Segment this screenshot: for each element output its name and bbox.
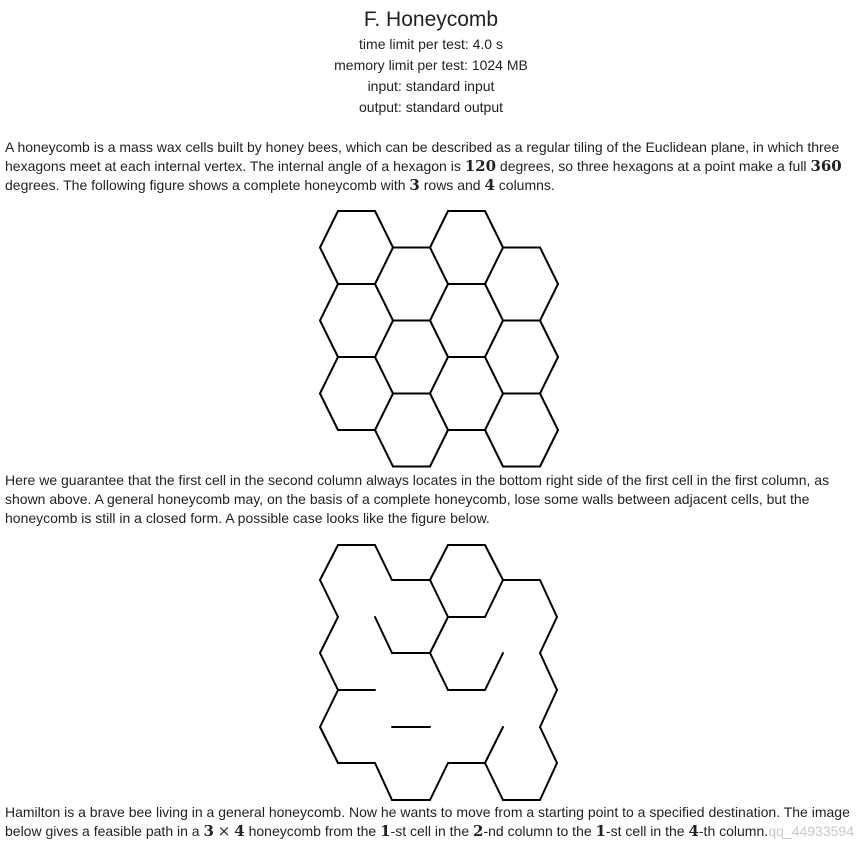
hex-wall — [375, 248, 393, 285]
p1-math-cols: 4 — [484, 176, 495, 194]
general-honeycomb-figure — [0, 538, 862, 804]
p1-text-1: A honeycomb is a mass wax cells built by honey bees, which can be described as a regular tiling of the Euclidean plane, in which three hexagons meet at each internal vertex. The internal angle of a hexagon is — [5, 139, 840, 174]
complete-honeycomb-figure — [0, 205, 862, 471]
problem-limits — [0, 34, 862, 118]
hex-wall — [540, 763, 557, 800]
hex-wall — [375, 357, 393, 394]
hex-wall — [430, 248, 448, 285]
hex-wall — [485, 545, 503, 580]
hex-wall — [540, 430, 558, 467]
hex-wall — [430, 763, 448, 800]
hex-wall — [485, 321, 503, 358]
hex-wall — [375, 321, 393, 358]
p3-text-3: -st cell in the — [390, 823, 474, 839]
hex-wall — [485, 653, 503, 690]
problem-header — [0, 0, 862, 118]
p3-math-start-cell: 1 — [380, 822, 391, 840]
hex-wall — [485, 763, 503, 800]
p3-text-6: -th column. — [698, 823, 769, 839]
hex-wall — [320, 653, 338, 690]
p1-text-2: degrees, so three hexagons at a point make a full — [496, 158, 811, 174]
p3-math-rows: 3 — [203, 822, 214, 840]
p3-text-5: -st cell in the — [605, 823, 689, 839]
hex-wall — [320, 545, 338, 580]
hex-wall — [320, 394, 338, 431]
p3-math-end-col: 4 — [688, 822, 699, 840]
hex-wall — [540, 727, 557, 763]
hex-wall — [430, 357, 448, 394]
p3-math-cols: 4 — [234, 822, 245, 840]
hex-wall — [320, 690, 338, 727]
hex-wall — [375, 545, 392, 580]
p3-math-end-cell: 1 — [595, 822, 606, 840]
hex-wall — [485, 284, 503, 321]
p1-text-3: degrees. The following figure shows a complete honeycomb with — [5, 177, 410, 193]
p3-text-4: -nd column to the — [483, 823, 596, 839]
hex-wall — [320, 617, 338, 653]
hex-wall — [375, 763, 392, 800]
hex-wall — [485, 394, 503, 431]
hex-wall — [320, 727, 338, 763]
hex-wall — [485, 211, 503, 248]
hex-wall — [540, 617, 557, 653]
hex-wall — [320, 357, 338, 394]
output-spec: output: standard output — [359, 99, 503, 115]
hex-wall — [430, 545, 448, 580]
hex-wall — [320, 284, 338, 321]
hex-wall — [430, 211, 448, 248]
p3-math-times: × — [217, 822, 231, 840]
hex-wall — [375, 211, 393, 248]
hex-wall — [430, 580, 448, 617]
p1-math-rows: 3 — [409, 176, 420, 194]
hex-wall — [320, 211, 338, 248]
p3-text-2: honeycomb from the — [244, 823, 381, 839]
hex-wall — [375, 394, 393, 431]
hex-wall — [540, 653, 557, 690]
hex-wall — [485, 248, 503, 285]
hex-wall — [485, 727, 503, 763]
hex-wall — [540, 357, 558, 394]
hex-wall — [540, 580, 557, 617]
time-limit: time limit per test: 4.0 s — [359, 36, 503, 52]
hex-wall — [485, 430, 503, 467]
hex-wall — [540, 321, 558, 358]
hex-wall — [430, 617, 448, 653]
hex-wall — [430, 394, 448, 431]
hex-wall — [375, 284, 393, 321]
hex-wall — [540, 284, 558, 321]
memory-limit: memory limit per test: 1024 MB — [334, 57, 528, 73]
hex-wall — [320, 580, 338, 617]
p3-text-1: Hamilton is a brave bee living in a general honeycomb. Now he wants to move from a starting point to a specified destination. The image below gives a feasible path in a — [5, 804, 850, 839]
problem-title: F. Honeycomb — [363, 8, 499, 31]
p1-math-angle: 120 — [464, 157, 497, 175]
watermark: qq_44933594 — [768, 823, 854, 839]
hex-wall — [375, 617, 392, 653]
hex-wall — [485, 357, 503, 394]
statement-paragraph-2: Here we guarantee that the first cell in the second column always locates in the bottom right side of the first cell in the first column, as shown above. A general honeycomb may, on the basis of a complete honeycomb, lose some walls between adjacent cells, but the honeycomb is still in a closed form. A possible case looks like the figure below. — [5, 472, 830, 526]
hex-wall — [375, 430, 393, 467]
p1-text-5: columns. — [494, 177, 555, 193]
p1-math-full: 360 — [810, 157, 842, 175]
input-spec: input: standard input — [367, 78, 495, 94]
hex-wall — [430, 653, 448, 690]
hex-wall — [320, 321, 338, 358]
hex-wall — [540, 394, 558, 431]
hex-wall — [430, 284, 448, 321]
hex-wall — [540, 690, 557, 727]
statement-paragraph-3 — [0, 803, 862, 841]
hex-wall — [430, 430, 448, 467]
statement-paragraph-1 — [0, 138, 862, 195]
hex-wall — [430, 321, 448, 358]
p3-math-start-col: 2 — [473, 822, 484, 840]
p1-text-4: rows and — [419, 177, 485, 193]
hex-wall — [540, 248, 558, 285]
hex-wall — [485, 580, 503, 617]
hex-wall — [320, 248, 338, 285]
